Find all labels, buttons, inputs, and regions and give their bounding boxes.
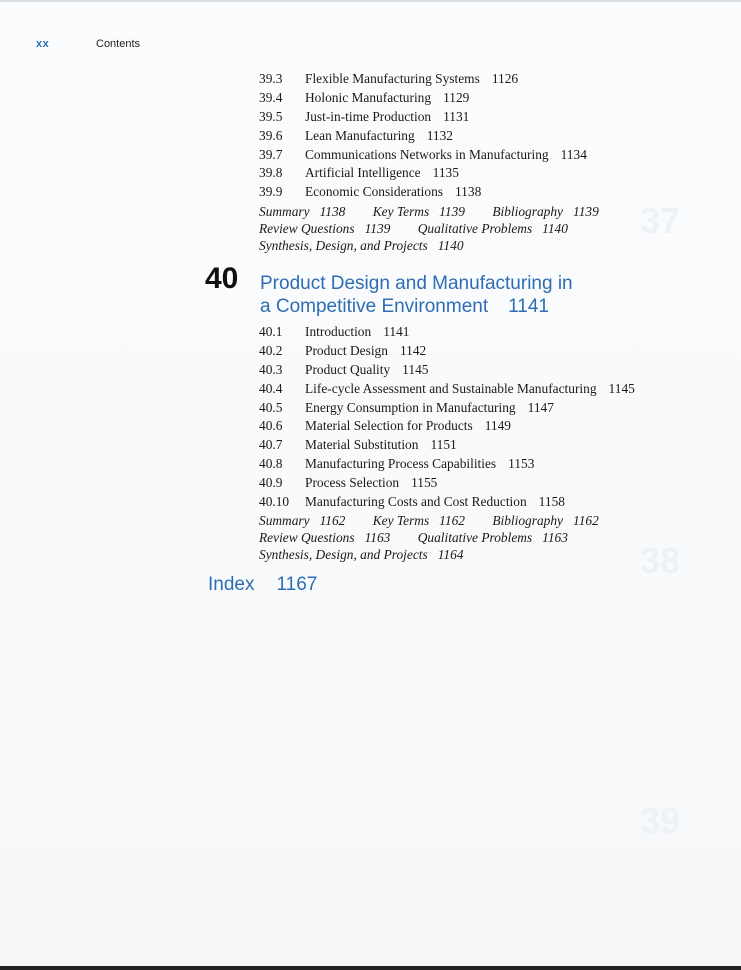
- top-edge-rule: [0, 0, 741, 2]
- synthesis-label: Synthesis, Design, and Projects: [259, 238, 428, 254]
- section-page: 1134: [560, 146, 587, 162]
- section-number: 40.3: [259, 361, 283, 377]
- show-through-mark: 37: [640, 200, 681, 241]
- index-label: Index: [208, 574, 255, 595]
- section-number: 40.6: [259, 418, 283, 434]
- review-questions-label: Review Questions: [259, 221, 355, 237]
- qualitative-problems-link[interactable]: [418, 530, 568, 545]
- summary-link[interactable]: [259, 204, 345, 219]
- section-title: Material Substitution: [305, 437, 419, 453]
- section-number: 39.6: [259, 127, 283, 143]
- section-number: 40.4: [259, 380, 283, 396]
- section-number: 40.10: [259, 494, 290, 510]
- section-page: 1131: [443, 108, 470, 124]
- section-title: Introduction: [305, 324, 372, 339]
- qualitative-problems-link[interactable]: [418, 221, 568, 236]
- qualitative-problems-page: 1140: [542, 221, 568, 237]
- section-number: 40.8: [259, 456, 283, 472]
- section-title: Manufacturing Costs and Cost Reduction: [305, 494, 527, 510]
- section-number: 39.8: [259, 165, 283, 181]
- summary-link[interactable]: [259, 513, 345, 528]
- chapter-39-end-matter: [259, 203, 623, 255]
- section-title: Holonic Manufacturing: [305, 89, 432, 105]
- bibliography-page: 1139: [573, 204, 599, 219]
- section-page: 1158: [538, 494, 565, 510]
- chapter-title-line-2: a Competitive Environment: [260, 296, 489, 317]
- synthesis-label: Synthesis, Design, and Projects: [259, 547, 428, 563]
- key-terms-label: Key Terms: [372, 204, 430, 219]
- section-title: Economic Considerations: [305, 184, 443, 200]
- section-number: 40.7: [259, 437, 283, 453]
- key-terms-page: 1162: [439, 513, 465, 528]
- synthesis-link[interactable]: [259, 238, 464, 253]
- running-head: [36, 38, 141, 50]
- summary-label: Summary: [259, 204, 310, 219]
- section-number: 39.9: [259, 184, 283, 200]
- section-number: 39.5: [259, 108, 283, 124]
- synthesis-page: 1164: [437, 547, 464, 563]
- bibliography-link[interactable]: [492, 204, 598, 219]
- review-questions-label: Review Questions: [259, 530, 355, 546]
- bibliography-page: 1162: [573, 513, 599, 528]
- section-title: Lean Manufacturing: [305, 127, 415, 143]
- show-through-mark: 39: [640, 800, 681, 841]
- chapter-page: 1141: [508, 296, 549, 317]
- synthesis-page: 1140: [437, 238, 464, 254]
- bibliography-label: Bibliography: [492, 513, 563, 528]
- summary-label: Summary: [259, 513, 310, 528]
- bibliography-label: Bibliography: [492, 204, 563, 219]
- review-questions-link[interactable]: [259, 221, 390, 236]
- page-folio: xx: [36, 38, 50, 50]
- key-terms-link[interactable]: [373, 513, 465, 528]
- section-number: 40.1: [259, 324, 283, 339]
- review-questions-page: 1163: [364, 530, 391, 546]
- section-title: Life-cycle Assessment and Sustainable Manufacturing: [305, 380, 597, 396]
- section-number: 39.7: [259, 146, 283, 162]
- section-page: 1135: [432, 165, 459, 181]
- synthesis-link[interactable]: [259, 547, 464, 562]
- section-number: 40.2: [259, 342, 283, 358]
- section-page: 1129: [443, 89, 470, 105]
- qualitative-problems-label: Qualitative Problems: [417, 530, 533, 546]
- chapter-40-end-matter: [259, 512, 623, 564]
- section-page: 1145: [608, 380, 635, 396]
- key-terms-link[interactable]: [373, 204, 465, 219]
- show-through-mark: 38: [640, 540, 681, 581]
- summary-page: 1138: [319, 204, 346, 219]
- section-title: Product Design: [305, 342, 388, 358]
- section-page: 1147: [527, 399, 554, 415]
- qualitative-problems-page: 1163: [542, 530, 568, 546]
- qualitative-problems-label: Qualitative Problems: [417, 221, 533, 237]
- review-questions-link[interactable]: [259, 530, 390, 545]
- section-page: 1155: [411, 475, 438, 491]
- chapter-title[interactable]: [260, 272, 573, 318]
- section-title: Flexible Manufacturing Systems: [305, 71, 480, 86]
- section-page: 1145: [402, 361, 429, 377]
- section-title: Manufacturing Process Capabilities: [305, 456, 497, 472]
- chapter-title-line-1: Product Design and Manufacturing in: [260, 273, 573, 294]
- section-number: 39.4: [259, 89, 283, 105]
- running-head-title: Contents: [96, 38, 141, 50]
- key-terms-label: Key Terms: [372, 513, 430, 528]
- bibliography-link[interactable]: [492, 513, 598, 528]
- key-terms-page: 1139: [439, 204, 465, 219]
- section-page: 1149: [484, 418, 512, 434]
- section-page: 1142: [399, 342, 427, 358]
- section-title: Communications Networks in Manufacturing: [305, 146, 549, 162]
- section-page: 1141: [383, 324, 410, 339]
- section-title: Just-in-time Production: [305, 108, 432, 124]
- review-questions-page: 1139: [364, 221, 391, 237]
- section-title: Energy Consumption in Manufacturing: [305, 399, 516, 415]
- section-number: 40.5: [259, 399, 283, 415]
- section-title: Artificial Intelligence: [305, 165, 421, 181]
- section-page: 1132: [426, 127, 453, 143]
- section-number: 39.3: [259, 71, 283, 86]
- section-number: 40.9: [259, 475, 283, 491]
- section-title: Product Quality: [305, 361, 391, 377]
- index-page: 1167: [276, 574, 318, 595]
- section-title: Material Selection for Products: [305, 418, 473, 434]
- section-page: 1138: [454, 184, 482, 200]
- section-title: Process Selection: [305, 475, 400, 491]
- chapter-number: 40: [205, 262, 239, 295]
- section-page: 1153: [508, 456, 535, 472]
- section-page: 1151: [430, 437, 457, 453]
- bottom-edge-rule: [0, 966, 741, 970]
- section-page: 1126: [491, 71, 519, 86]
- summary-page: 1162: [319, 513, 346, 528]
- index-entry[interactable]: [208, 574, 317, 596]
